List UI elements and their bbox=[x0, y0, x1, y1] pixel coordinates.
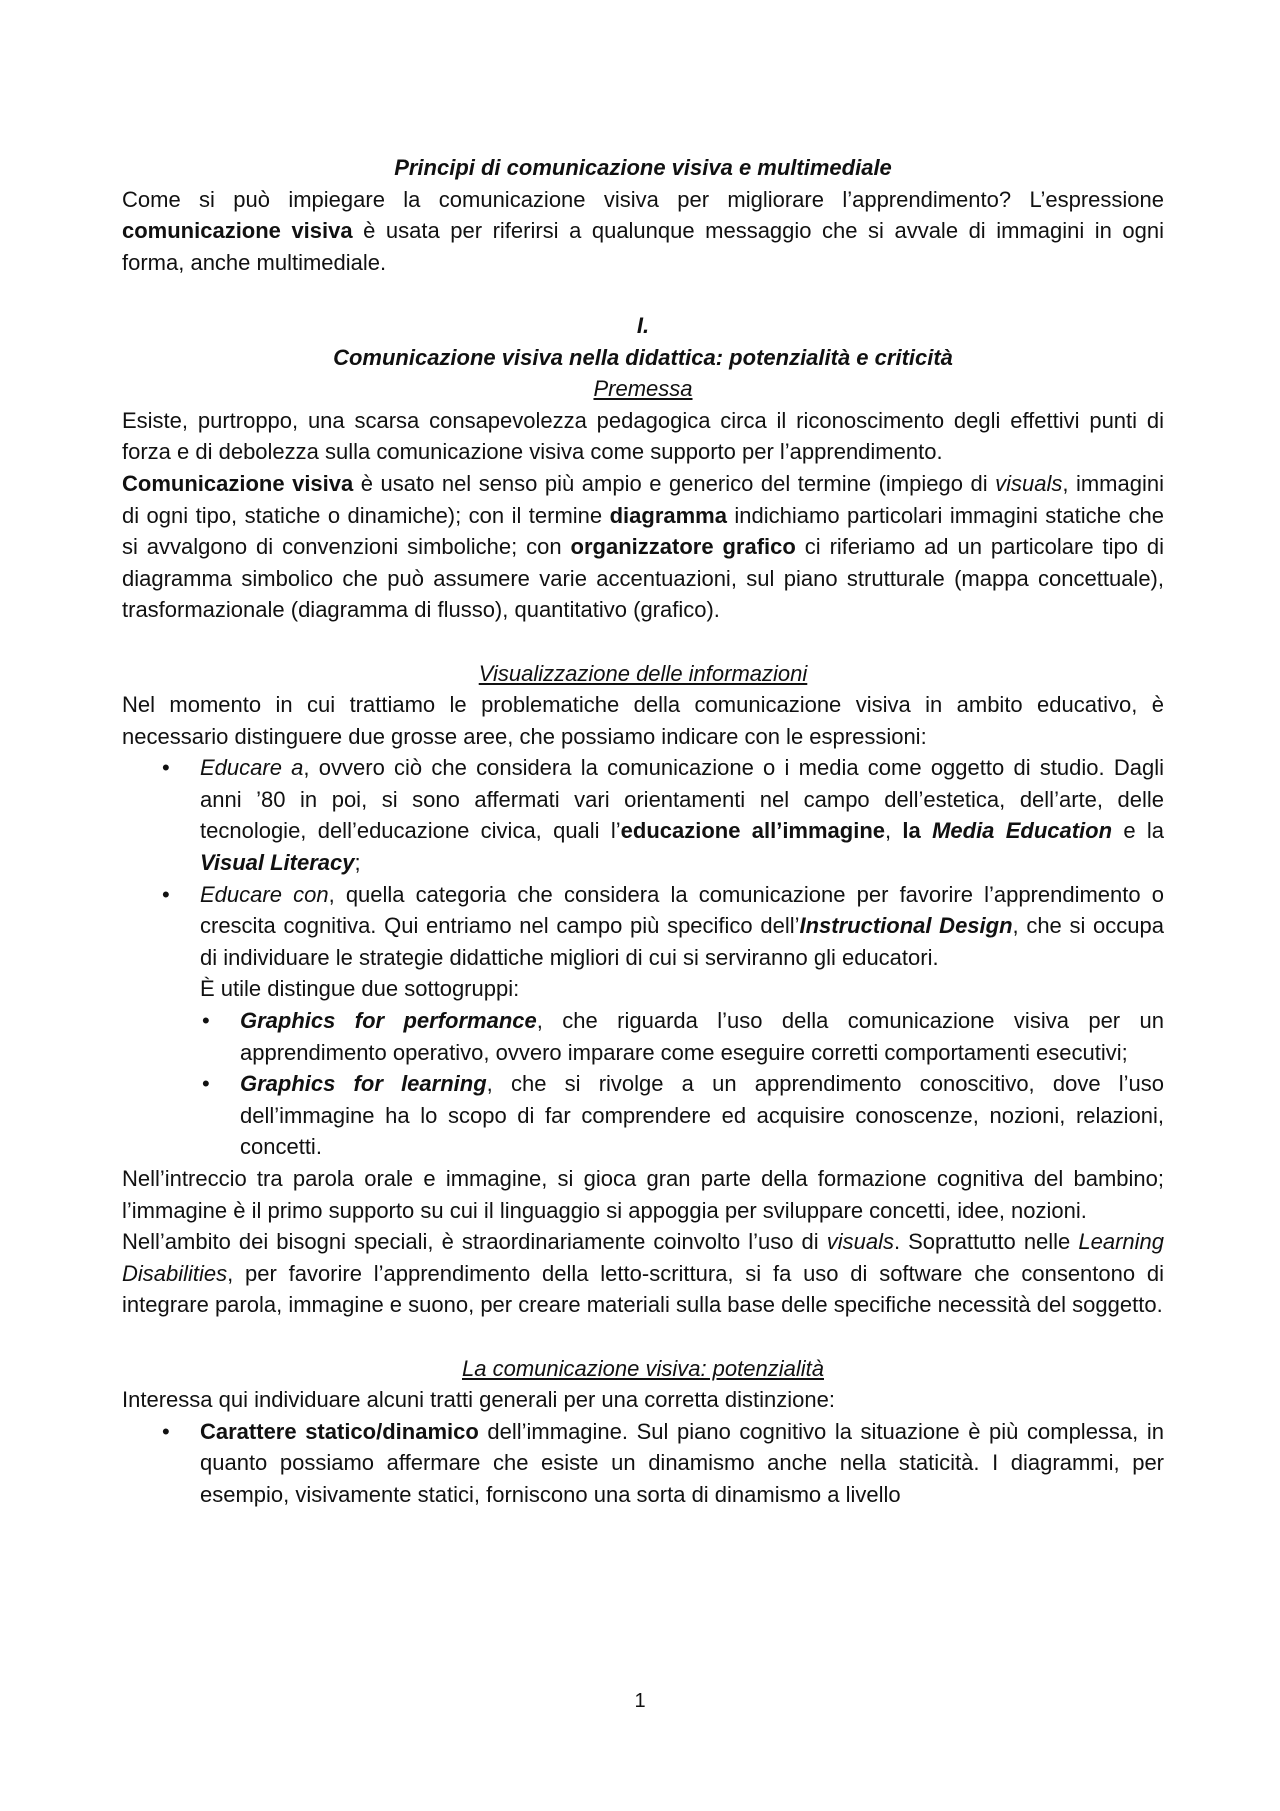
visualizzazione-paragraph-3: Nell’ambito dei bisogni speciali, è straordinariamente coinvolto l’uso di visuals. Soprattutto nelle Learning Disabilities, per favorire l’apprendimento della letto-scrittura, si fa uso di software che consentono di integrare parola, immagine e suono, per creare materiali sulla base delle specifiche necessità del soggetto. bbox=[122, 1229, 1164, 1318]
premessa-paragraph-1: Esiste, purtroppo, una scarsa consapevolezza pedagogica circa il riconoscimento degli effettivi punti di forza e di debolezza sulla comunicazione visiva come supporto per l’apprendimento. bbox=[122, 407, 1164, 465]
list-item-carattere: • Carattere statico/dinamico dell’immagine. Sul piano cognitivo la situazione è più complessa, in quanto possiamo affermare che esiste un dinamismo anche nella staticità. I diagrammi, per esempio, visivamente statici, forniscono una sorta di dinamismo a livello bbox=[122, 1416, 1164, 1511]
visualizzazione-list bbox=[122, 752, 1164, 1005]
visualizzazione-heading: Visualizzazione delle informazioni bbox=[478, 660, 808, 686]
sub-item-learning: • Graphics for learning, che si rivolge a un apprendimento conoscitivo, dove l’uso dell’immagine ha lo scopo di far comprendere ed acquisire conoscenze, nozioni, relazioni, concetti. bbox=[122, 1068, 1164, 1163]
page-number: 1 bbox=[634, 1690, 646, 1712]
document-page bbox=[122, 152, 1164, 1511]
premessa-paragraph-2: Comunicazione visiva è usato nel senso più ampio e generico del termine (impiego di visuals, immagini di ogni tipo, statiche o dinamiche); con il termine diagramma indichiamo particolari immagini statiche che si avvalgono di convenzioni simboliche; con organizzatore grafico ci riferiamo ad un particolare tipo di diagramma simbolico che può assumere varie accentuazioni, sul piano strutturale (mappa concettuale), trasformazionale (diagramma di flusso), quantitativo (grafico). bbox=[122, 470, 1165, 623]
section-title: Comunicazione visiva nella didattica: potenzialità e criticità bbox=[333, 344, 953, 370]
potenzialita-list bbox=[122, 1416, 1164, 1511]
intro-paragraph: Come si può impiegare la comunicazione visiva per migliorare l’apprendimento? L’espressione comunicazione visiva è usata per riferirsi a qualunque messaggio che si avvale di immagini in ogni forma, anche multimediale. bbox=[122, 186, 1165, 275]
premessa-heading: Premessa bbox=[593, 376, 693, 402]
list-item-educare-a: • Educare a, ovvero ciò che considera la comunicazione o i media come oggetto di studio. Dagli anni ’80 in poi, si sono affermati vari orientamenti nel campo dell’estetica, dell’arte, delle tecnologie, dell’educazione civica, quali l’educazione all’immagine, la Media Education e la Visual Literacy; bbox=[122, 752, 1164, 878]
list-item-educare-con: • Educare con, quella categoria che considera la comunicazione per favorire l’apprendimento o crescita cognitiva. Qui entriamo nel campo più specifico dell’Instructional Design, che si occupa di individuare le strategie didattiche migliori di cui si serviranno gli educatori. È utile distingue due sottogruppi: bbox=[122, 879, 1164, 1005]
sub-item-performance: • Graphics for performance, che riguarda l’uso della comunicazione visiva per un apprendimento operativo, ovvero imparare come eseguire corretti comportamenti esecutivi; bbox=[122, 1005, 1164, 1068]
document-title: Principi di comunicazione visiva e multimediale bbox=[394, 155, 892, 180]
section-number: I. bbox=[636, 312, 650, 338]
potenzialita-heading: La comunicazione visiva: potenzialità bbox=[462, 1355, 824, 1381]
visualizzazione-paragraph-2: Nell’intreccio tra parola orale e immagine, si gioca gran parte della formazione cognitiva del bambino; l’immagine è il primo supporto su cui il linguaggio si appoggia per sviluppare concetti, idee, nozioni. bbox=[122, 1166, 1164, 1223]
visualizzazione-paragraph-1: Nel momento in cui trattiamo le problematiche della comunicazione visiva in ambito educativo, è necessario distinguere due grosse aree, che possiamo indicare con le espressioni: bbox=[122, 692, 1164, 749]
potenzialita-paragraph-1: Interessa qui individuare alcuni tratti generali per una corretta distinzione: bbox=[122, 1387, 835, 1413]
sub-list bbox=[122, 1005, 1164, 1163]
